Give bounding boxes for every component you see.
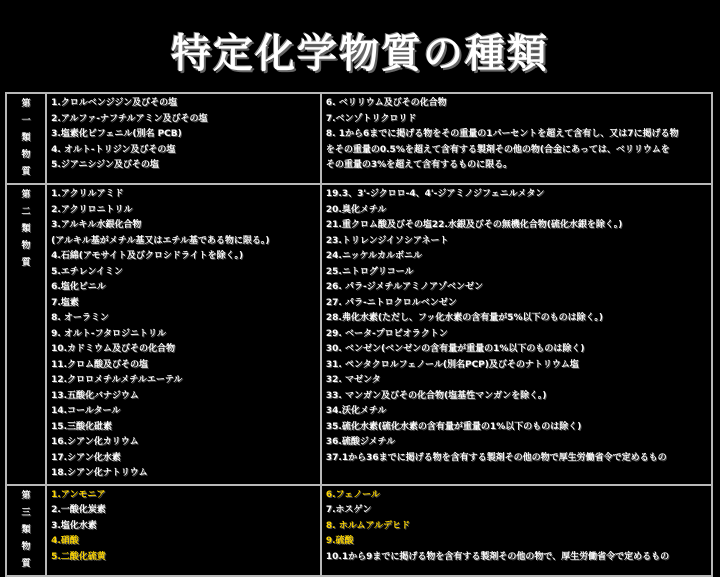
left-list-cell [46, 93, 321, 184]
category-char: 三 [21, 507, 31, 518]
list-item: 37.1から36までに掲げる物を含有する製剤その他の物で厚生労働省令で定めるもの [325, 452, 667, 463]
right-list-cell [321, 184, 712, 485]
list-item: 1.アンモニア [51, 489, 106, 500]
list-item: 21.重クロム酸及びその塩22.水銀及びその無機化合物(硫化水銀を除く。) [325, 220, 623, 230]
list-item: 9.硫酸 [325, 536, 354, 546]
list-item: 12.クロロメチルメチルエーテル [51, 375, 183, 385]
list-item: (アルキル基がメチル基又はエチル基である物に限る。) [51, 235, 270, 246]
list-item: 33. マンガン及びその化合物(塩基性マンガンを除く。) [325, 390, 547, 401]
list-item: 5.エチレンイミン [51, 266, 123, 277]
list-item: 19.3、3'-ジクロロ-4、4'-ジアミノジフェニルメタン [325, 189, 545, 199]
list-item: 4.石綿(アモサイト及びクロシドライトを除く。) [51, 251, 244, 261]
list-item: 10.1から9までに掲げる物を含有する製剤その他の物で、厚生労働省令で定めるもの [325, 551, 670, 562]
category-char: 物 [21, 241, 31, 251]
list-item: 8. ホルムアルデヒド [325, 520, 410, 531]
list-item: 1.クロルベンジジン及びその塩 [51, 98, 178, 108]
list-item: 5.二酸化硫黄 [51, 551, 106, 562]
list-item: 24.ニッケルカルボニル [325, 251, 423, 261]
category-char: 質 [21, 167, 31, 177]
list-item: 34.沃化メチル [325, 406, 387, 416]
row-class-1 [6, 93, 712, 184]
list-item: 3.塩化水素 [51, 520, 97, 531]
left-list-cell [46, 485, 321, 576]
category-char: 一 [21, 116, 31, 126]
category-char: 質 [21, 258, 31, 268]
category-char: 物 [21, 541, 31, 552]
list-item: 31. ペンタクロルフェノール(別名PCP)及びそのナトリウム塩 [325, 359, 579, 370]
right-list-cell [321, 93, 712, 184]
list-item: 5.ジアニシジン及びその塩 [51, 160, 159, 170]
list-item: 6.フェノール [325, 489, 380, 500]
list-item: 7.塩素 [51, 297, 79, 308]
category-char: 第 [21, 99, 31, 109]
right-list-cell [321, 485, 712, 576]
list-item: 32. マゼンタ [325, 375, 381, 385]
chemical-table [5, 92, 713, 577]
row-class-2 [6, 184, 712, 485]
category-char: 類 [21, 224, 31, 234]
category-cell [6, 485, 46, 576]
list-item: 16.シアン化カリウム [51, 437, 139, 447]
list-item: 4.硝酸 [51, 536, 79, 546]
list-item: 1.アクリルアミド [51, 189, 124, 199]
category-char: 類 [21, 524, 31, 535]
list-item: 6. ベリリウム及びその化合物 [325, 98, 447, 108]
left-list-cell [46, 184, 321, 485]
list-item: 14.コールタール [51, 406, 121, 416]
list-item: 4. オルト-トリジン及びその塩 [51, 144, 176, 155]
category-cell [6, 93, 46, 184]
page-title: 特定化学物質の種類 [171, 31, 549, 77]
list-item: 28.弗化水素(ただし、フッ化水素の含有量が5%以下のものは除く。) [325, 313, 604, 323]
list-item: 20.臭化メチル [325, 204, 387, 215]
list-item: 6.塩化ビニル [51, 282, 106, 292]
list-item: 15.三酸化砒素 [51, 421, 113, 432]
list-item: 17.シアン化水素 [51, 452, 121, 463]
list-item: 26. パラ-ジメチルアミノアゾベンゼン [325, 282, 483, 292]
category-char: 物 [21, 150, 31, 160]
list-item: 3.アルキル水銀化合物 [51, 220, 142, 230]
list-item: 36.硫酸ジメチル [325, 437, 396, 447]
list-item: 2.一酸化炭素 [51, 505, 106, 515]
list-item: 13.五酸化バナジウム [51, 390, 139, 401]
category-char: 二 [21, 207, 31, 217]
category-char: 類 [21, 133, 31, 143]
list-item: をその重量の0.5%を超えて含有する製剤その他の物(合金にあっては、ベリリウムを [325, 144, 670, 155]
list-item: 18.シアン化ナトリウム [51, 468, 148, 478]
list-item: 3.塩素化ビフェニル(別名 PCB) [51, 129, 182, 139]
list-item: 9. オルト-フタロジニトリル [51, 328, 167, 339]
list-item: 30. ベンゼン(ベンゼンの含有量が重量の1%以下のものは除く) [325, 344, 585, 354]
list-item: 2.アクリロニトリル [51, 204, 133, 215]
list-item: 29. ベータ-プロピオラクトン [325, 328, 448, 339]
category-char: 質 [21, 558, 31, 569]
list-item: 8. オーラミン [51, 313, 109, 323]
list-item: 7.ベンゾトリクロリド [325, 113, 417, 124]
category-char: 第 [21, 190, 31, 200]
list-item: 2.アルファ-ナフチルアミン及びその塩 [51, 113, 208, 124]
list-item: その重量の3%を超えて含有するものに限る。 [325, 160, 513, 170]
list-item: 8. 1から6までに掲げる物をその重量の1パーセントを超えて含有し、又は7に掲げる物 [325, 129, 679, 139]
list-item: 10.カドミウム及びその化合物 [51, 344, 175, 354]
list-item: 35.硫化水素(硫化水素の含有量が重量の1%以下のものは除く) [325, 421, 582, 432]
category-cell [6, 184, 46, 485]
list-item: 27. パラ-ニトロクロルベンゼン [325, 297, 457, 308]
row-class-3 [6, 485, 712, 576]
list-item: 25.ニトログリコール [325, 266, 414, 277]
list-item: 11.クロム酸及びその塩 [51, 359, 149, 370]
list-item: 23.トリレンジイソシアネート [325, 235, 449, 246]
category-char: 第 [21, 490, 31, 501]
list-item: 7.ホスゲン [325, 505, 372, 515]
